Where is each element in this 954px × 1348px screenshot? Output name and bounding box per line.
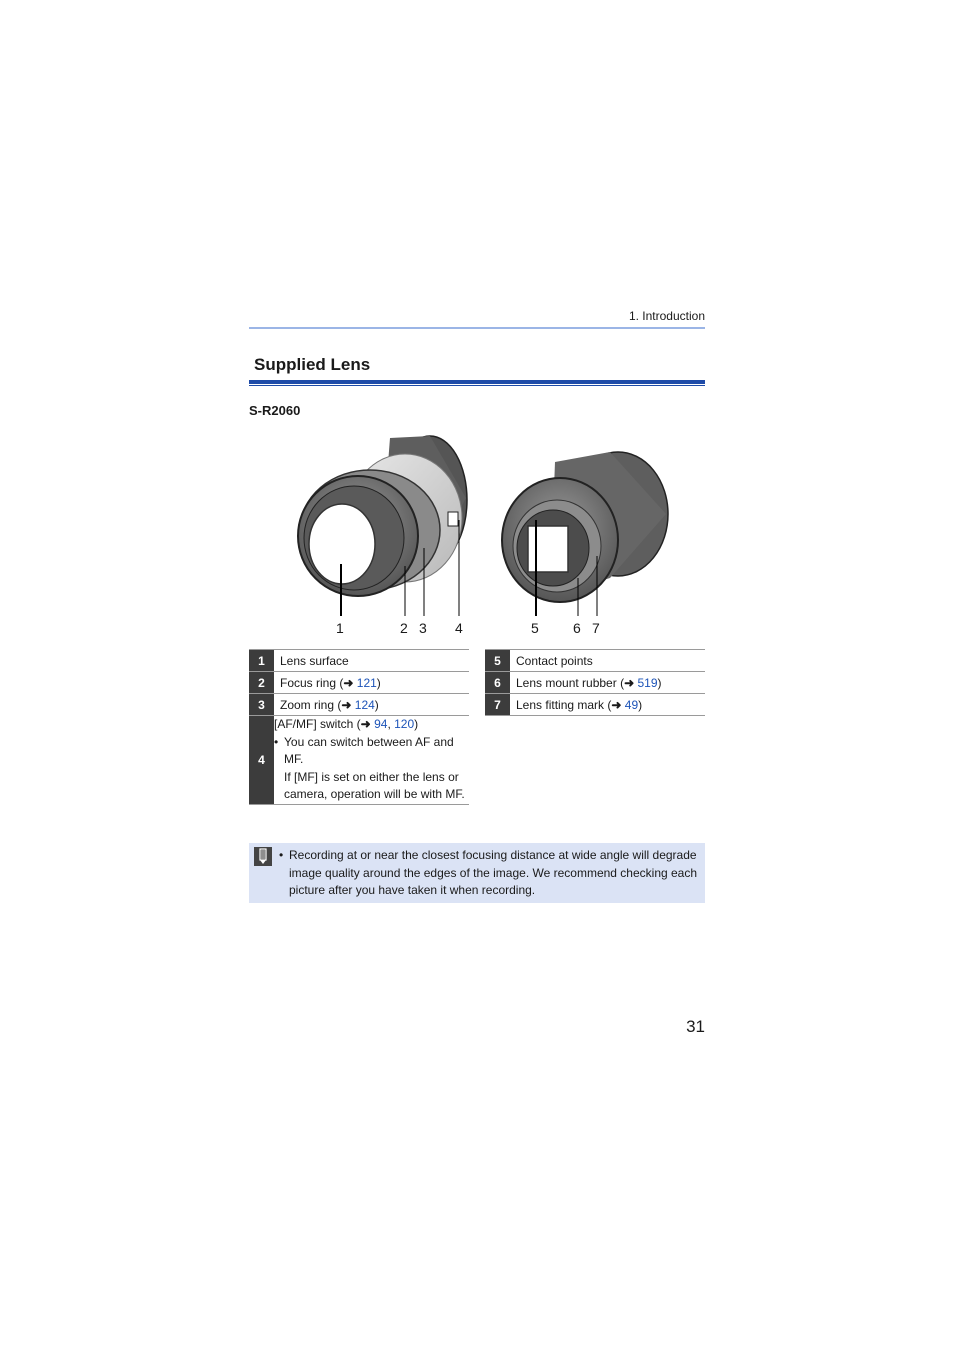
part-number: 3 [249, 694, 274, 716]
front-view-lens [298, 436, 467, 616]
part-close: ) [374, 697, 379, 712]
table-row [485, 694, 705, 716]
figure-label-7: 7 [592, 620, 600, 636]
part-text: Lens fitting mark ( [516, 697, 612, 712]
table-row [249, 650, 469, 672]
model-name: S-R2060 [249, 403, 301, 418]
table-row [485, 672, 705, 694]
bullet-extra-text: If [MF] is set on either the lens or camera, operation will be with MF. [284, 769, 465, 801]
part-close: ) [376, 675, 381, 690]
part-description [274, 716, 469, 805]
table-row [249, 716, 469, 805]
rear-view-lens [502, 452, 668, 616]
table-row [249, 672, 469, 694]
ref-separator: , [387, 717, 395, 731]
page-link[interactable]: 121 [356, 675, 377, 690]
page-link[interactable]: 124 [354, 697, 375, 712]
parts-table-left [249, 649, 469, 805]
section-title: Supplied Lens [254, 355, 371, 374]
parts-table-right [485, 649, 705, 716]
part-text: [AF/MF] switch ( [274, 717, 361, 731]
figure-label-4: 4 [455, 620, 463, 636]
arrow-icon: ➜ [343, 675, 354, 690]
figure-label-2: 2 [400, 620, 408, 636]
part-number: 2 [249, 672, 274, 694]
bullet-icon: • [279, 848, 284, 862]
part-number: 4 [249, 716, 274, 805]
arrow-icon: ➜ [611, 697, 622, 712]
page-link[interactable]: 49 [624, 697, 639, 712]
part-close: ) [414, 717, 419, 731]
arrow-icon: ➜ [360, 717, 371, 731]
chapter-header: 1. Introduction [628, 309, 705, 323]
page-link[interactable]: 519 [637, 675, 658, 690]
page-link[interactable]: 94 [374, 717, 388, 731]
part-text: Zoom ring ( [280, 697, 342, 712]
header-divider [249, 327, 705, 329]
note-text [279, 847, 699, 900]
arrow-icon: ➜ [624, 675, 635, 690]
lens-illustration [270, 428, 680, 628]
part-description [274, 672, 469, 694]
part-number: 1 [249, 650, 274, 672]
part-number: 6 [485, 672, 510, 694]
page-number: 31 [686, 1017, 705, 1036]
figure-label-3: 3 [419, 620, 427, 636]
table-row [249, 694, 469, 716]
part-description [510, 694, 705, 716]
part-text: Lens mount rubber ( [516, 675, 625, 690]
part-close: ) [657, 675, 662, 690]
note-box [249, 843, 705, 903]
note-content: Recording at or near the closest focusing distance at wide angle will degrade image quality around the edges of the image. We recommend checking each picture after you have taken it when recording. [289, 848, 698, 897]
part-number: 5 [485, 650, 510, 672]
figure-label-5: 5 [531, 620, 539, 636]
arrow-icon: ➜ [341, 697, 352, 712]
part-text: Focus ring ( [280, 675, 344, 690]
part-description [274, 694, 469, 716]
table-row [485, 650, 705, 672]
page-link[interactable]: 120 [394, 717, 415, 731]
bullet-icon: • [274, 734, 279, 749]
title-underline-thin [249, 385, 705, 386]
title-underline [249, 380, 705, 384]
figure-label-1: 1 [336, 620, 344, 636]
bullet-text: You can switch between AF and MF. [284, 734, 454, 766]
part-number: 7 [485, 694, 510, 716]
memo-pencil-icon [254, 847, 272, 866]
part-description: Contact points [510, 650, 705, 672]
part-close: ) [638, 697, 643, 712]
part-description: Lens surface [274, 650, 469, 672]
part-description [510, 672, 705, 694]
figure-label-6: 6 [573, 620, 581, 636]
